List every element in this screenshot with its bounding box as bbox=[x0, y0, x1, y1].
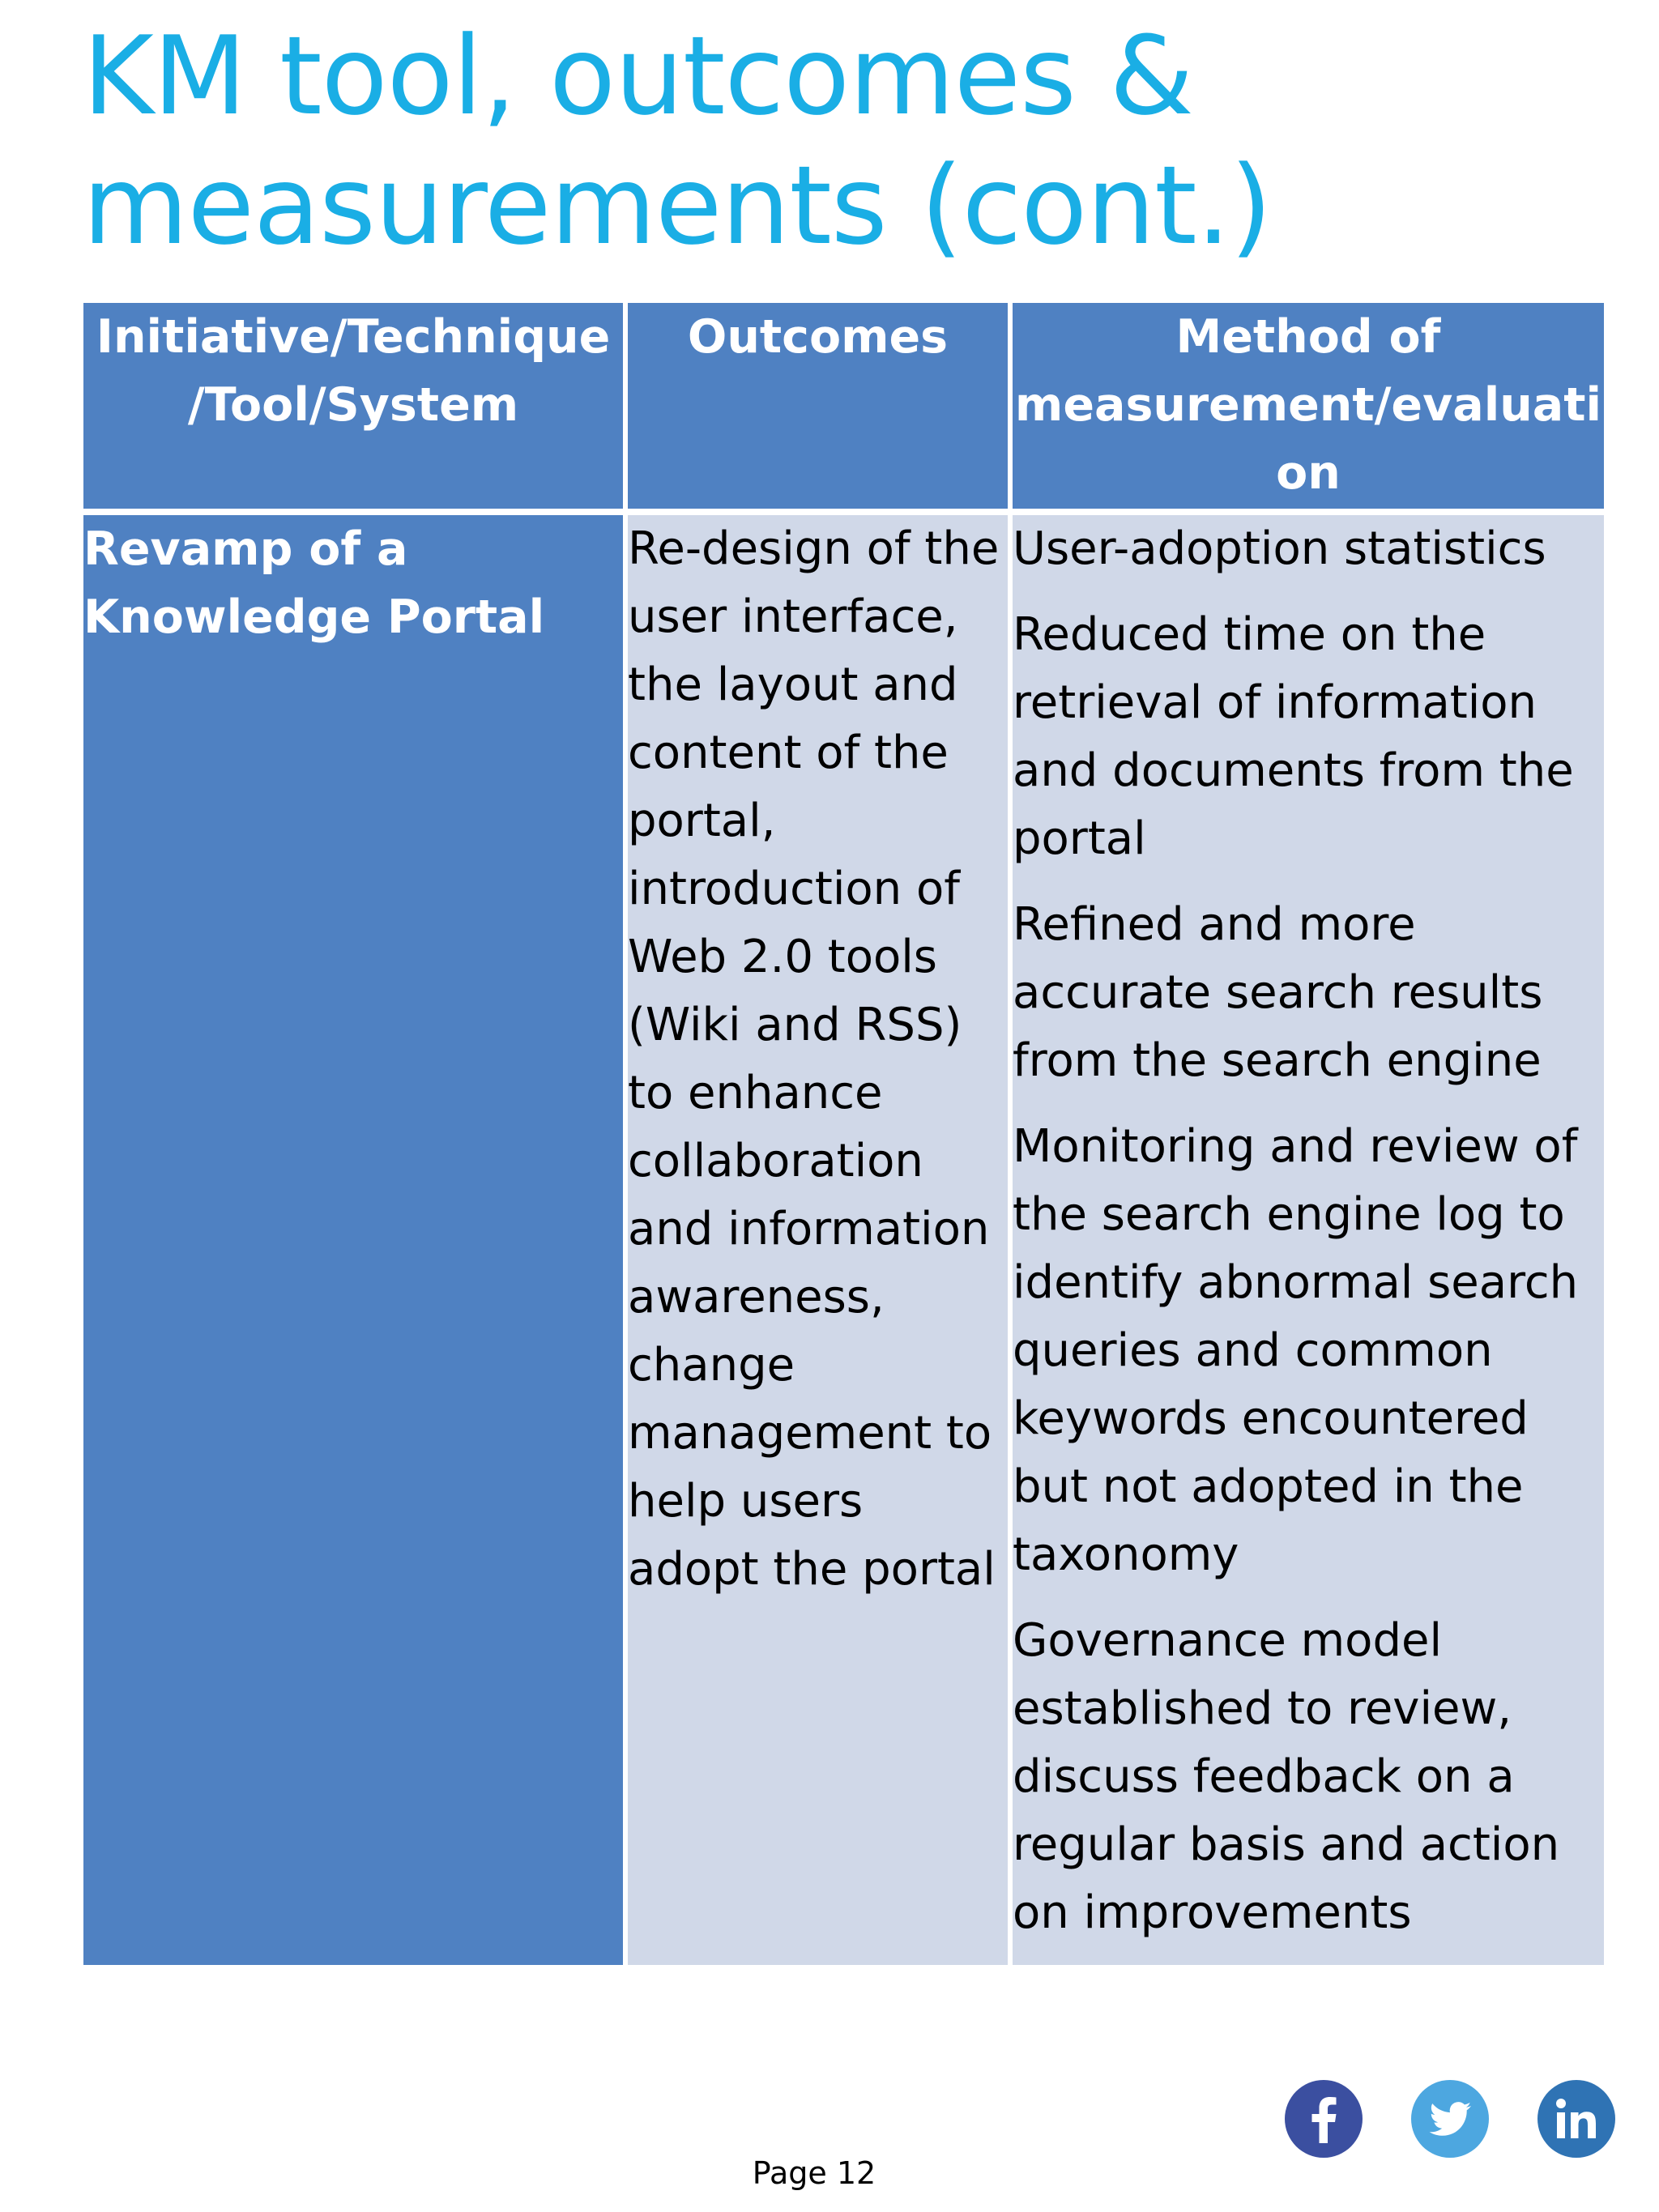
twitter-icon[interactable] bbox=[1411, 2080, 1489, 2158]
method-item: Refined and more accurate search results from the search engine bbox=[1013, 898, 1543, 1087]
table-row bbox=[83, 515, 1604, 1965]
facebook-icon[interactable] bbox=[1285, 2080, 1363, 2158]
method-item: Governance model established to review, discuss feedback on a regular basis and action on improvements bbox=[1013, 1614, 1560, 1939]
km-table bbox=[79, 303, 1609, 1965]
title-line-1: KM tool, outcomes & bbox=[83, 13, 1193, 139]
method-item: Monitoring and review of the search engine log to identify abnormal search queries and common keywords encountered but not adopted in the taxonomy bbox=[1013, 1120, 1579, 1581]
linkedin-icon-graphic bbox=[1537, 2080, 1615, 2158]
table-header-row bbox=[83, 303, 1604, 515]
cell-outcomes: Re-design of the user interface, the layout and content of the portal, introduction of Web 2.0 tools (Wiki and RSS) to enhance collaboration and information awareness, change management to help users adopt the portal bbox=[628, 515, 1008, 1965]
header-outcomes: Outcomes bbox=[628, 303, 1008, 515]
linkedin-icon[interactable] bbox=[1537, 2080, 1615, 2158]
cell-initiative: Revamp of a Knowledge Portal bbox=[83, 515, 623, 1965]
header-method: Method of measurement/evaluati on bbox=[1013, 303, 1604, 515]
twitter-icon-graphic bbox=[1411, 2080, 1489, 2158]
method-item: User-adoption statistics bbox=[1013, 522, 1546, 575]
title-line-2: measurements (cont.) bbox=[83, 143, 1272, 269]
header-initiative: Initiative/Technique /Tool/System bbox=[83, 303, 623, 515]
page-number: Page 12 bbox=[752, 2155, 876, 2191]
method-item: Reduced time on the retrieval of information and documents from the portal bbox=[1013, 608, 1574, 865]
cell-method bbox=[1013, 515, 1604, 1965]
page-title bbox=[83, 11, 1622, 271]
facebook-icon-graphic bbox=[1285, 2080, 1363, 2158]
